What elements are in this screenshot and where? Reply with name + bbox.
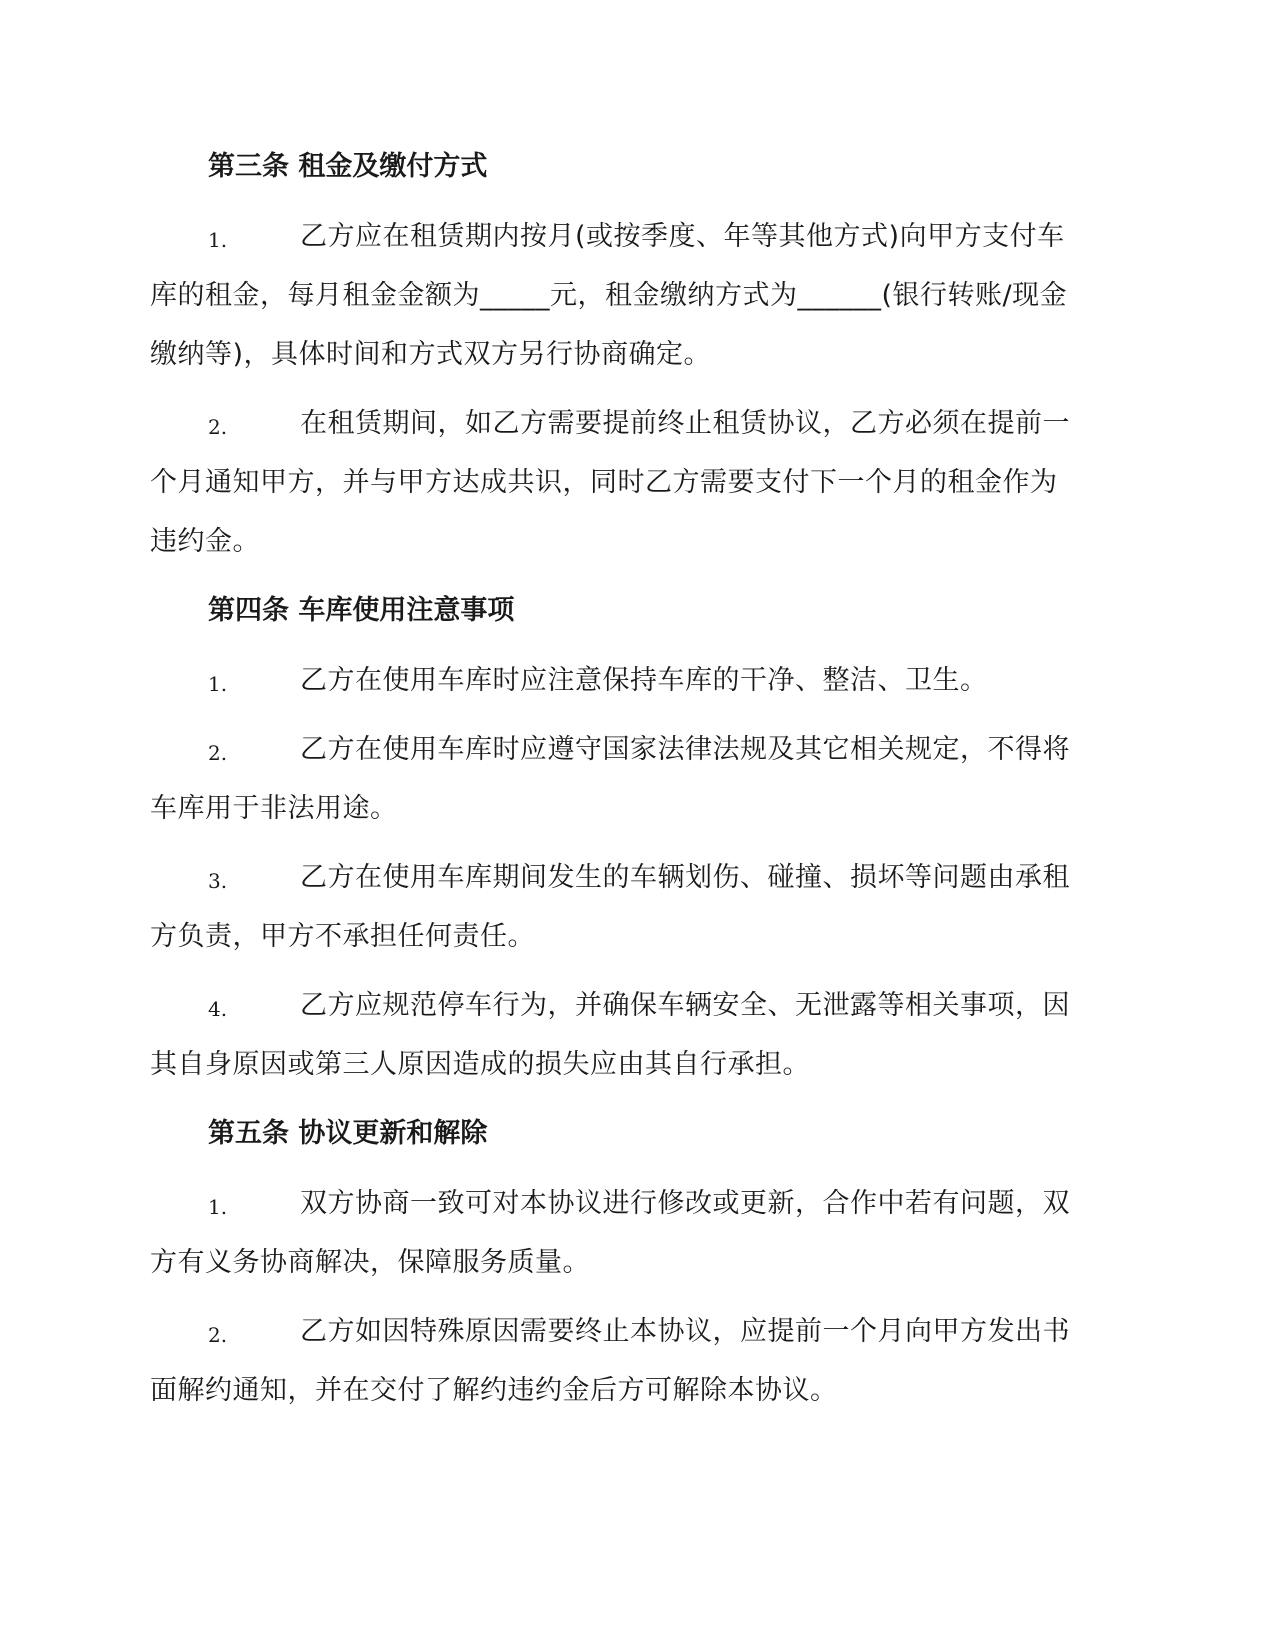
section-heading: 第四条 车库使用注意事项 bbox=[208, 595, 515, 626]
paragraph-line: 方负责，甲方不承担任何责任。 bbox=[150, 921, 535, 952]
paragraph-line: 乙方应在租赁期内按月(或按季度、年等其他方式)向甲方支付车 bbox=[300, 221, 1065, 252]
paragraph-line: 库的租金，每月租金金额为_____元，租金缴纳方式为______(银行转账/现金 bbox=[150, 280, 1068, 311]
paragraph-line: 在租赁期间，如乙方需要提前终止租赁协议，乙方必须在提前一 bbox=[300, 408, 1070, 439]
paragraph-line: 乙方应规范停车行为，并确保车辆安全、无泄露等相关事项，因 bbox=[300, 990, 1070, 1021]
section-heading: 第三条 租金及缴付方式 bbox=[208, 151, 488, 182]
paragraph-line: 缴纳等)，具体时间和方式双方另行协商确定。 bbox=[150, 339, 712, 370]
item-number: 1. bbox=[208, 228, 228, 252]
item-number: 2. bbox=[208, 415, 228, 439]
paragraph-line: 乙方如因特殊原因需要终止本协议，应提前一个月向甲方发出书 bbox=[300, 1316, 1070, 1347]
paragraph-line: 个月通知甲方，并与甲方达成共识，同时乙方需要支付下一个月的租金作为 bbox=[150, 467, 1058, 498]
paragraph-line: 违约金。 bbox=[150, 526, 260, 557]
section-heading: 第五条 协议更新和解除 bbox=[208, 1118, 488, 1149]
item-number: 1. bbox=[208, 1195, 228, 1219]
paragraph-line: 乙方在使用车库时应注意保持车库的干净、整洁、卫生。 bbox=[300, 665, 988, 696]
paragraph-line: 车库用于非法用途。 bbox=[150, 793, 398, 824]
item-number: 2. bbox=[208, 741, 228, 765]
item-number: 4. bbox=[208, 997, 228, 1021]
paragraph-line: 乙方在使用车库期间发生的车辆划伤、碰撞、损坏等问题由承租 bbox=[300, 862, 1070, 893]
item-number: 3. bbox=[208, 869, 228, 893]
paragraph-line: 方有义务协商解决，保障服务质量。 bbox=[150, 1247, 590, 1278]
paragraph-line: 面解约通知，并在交付了解约违约金后方可解除本协议。 bbox=[150, 1375, 838, 1406]
paragraph-line: 乙方在使用车库时应遵守国家法律法规及其它相关规定，不得将 bbox=[300, 734, 1070, 765]
paragraph-line: 其自身原因或第三人原因造成的损失应由其自行承担。 bbox=[150, 1049, 810, 1080]
item-number: 1. bbox=[208, 672, 228, 696]
item-number: 2. bbox=[208, 1323, 228, 1347]
paragraph-line: 双方协商一致可对本协议进行修改或更新，合作中若有问题，双 bbox=[300, 1188, 1070, 1219]
